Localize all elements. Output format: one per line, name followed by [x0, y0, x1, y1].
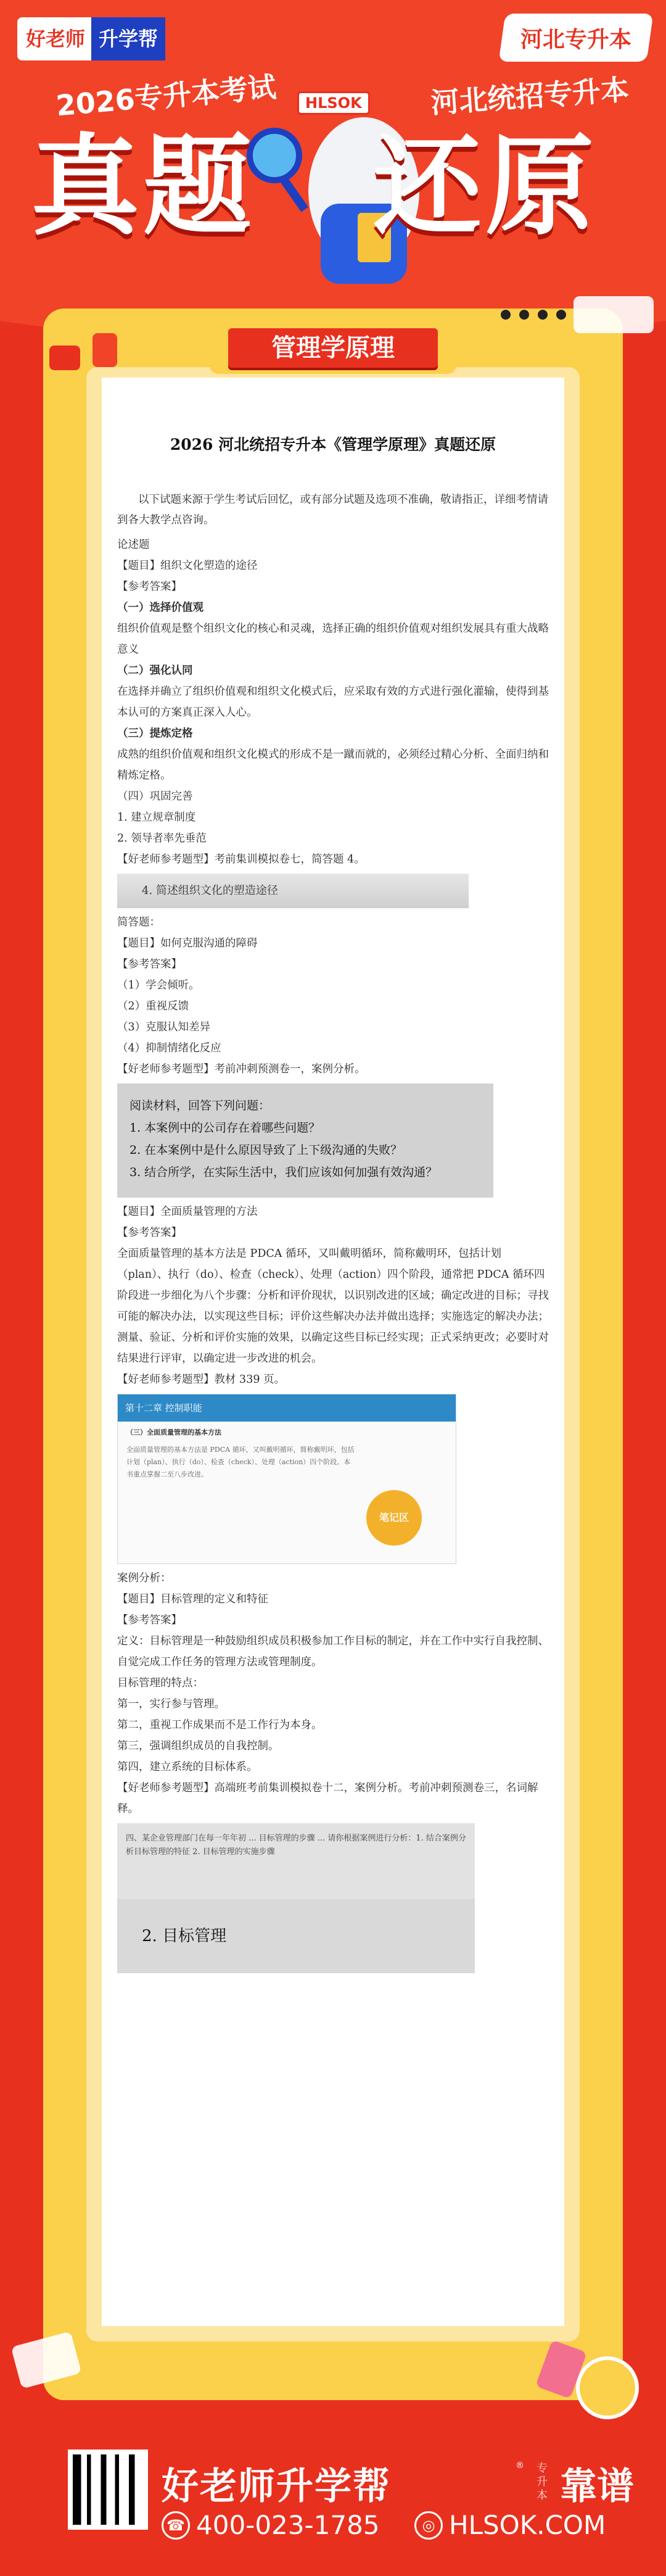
snap3-badge: 笔记区 [366, 1490, 422, 1546]
subject-banner: 管理学原理 [228, 328, 438, 368]
footer-website[interactable] [414, 2510, 606, 2540]
document-line: 【题目】如何克服沟通的障碍 [117, 937, 258, 950]
snap2-q3: 3. 结合所学，在实际生活中，我们应该如何加强有效沟通？ [130, 1166, 438, 1179]
headline-right: 还原 [373, 123, 598, 250]
snap2-lead: 阅读材料，回答下列问题： [130, 1099, 271, 1112]
document-line: 【题目】组织文化塑造的途径 [117, 560, 258, 572]
document-lines [117, 534, 549, 1973]
document-line: 【好老师参考题型】教材 339 页。 [117, 1373, 286, 1386]
document-line: （二）强化认同 [117, 665, 193, 677]
document-line: （2）重视反馈 [117, 1000, 189, 1013]
logo-part1: 好老师 [17, 17, 91, 60]
document-line: （四）巩固完善 [117, 790, 193, 803]
textbook-snapshot [117, 1394, 456, 1564]
document-line: 【参考答案】 [117, 1614, 182, 1626]
exam-type: 河北统招专升本 [429, 72, 630, 120]
document-line: 2. 领导者率先垂范 [117, 832, 207, 845]
document-line: 案例分析： [117, 1572, 171, 1584]
snap2-q1: 1. 本案例中的公司存在着哪些问题？ [130, 1121, 321, 1135]
snap3-text: 全面质量管理的基本方法是 PDCA 循环，又叫戴明循环，简称戴明环，包括计划（plan）、执行（do）、检查（check）、处理（action）四个阶段。本书重点掌握二至八步改进。 [126, 1446, 355, 1478]
registered-mark: ® [516, 2461, 524, 2470]
document-body [117, 376, 549, 1977]
document-line: （三）提炼定格 [117, 727, 193, 740]
headline-left: 真题 [31, 123, 256, 250]
document-line: （3）克服认知差异 [117, 1021, 211, 1033]
document-line: 【题目】全面质量管理的方法 [117, 1206, 258, 1218]
document-line: 【好老师参考题型】考前集训模拟卷七，简答题 4。 [117, 853, 365, 866]
document-line: 【参考答案】 [117, 1227, 182, 1239]
question-snapshot-2 [117, 1083, 493, 1198]
document-line: （4）抑制情绪化反应 [117, 1042, 221, 1054]
snap4-bottom: 2. 目标管理 [117, 1899, 475, 1973]
document-line: 成熟的组织价值观和组织文化模式的形成不是一蹴而就的，必须经过精心分析、全面归纳和精炼定格。 [117, 748, 549, 782]
document-title: 2026 河北统招专升本《管理学原理》真题还原 [170, 436, 496, 453]
document-line: 第一，实行参与管理。 [117, 1698, 225, 1710]
document-line: 组织价值观是整个组织文化的核心和灵魂，选择正确的组织价值观对组织发展具有重大战略意义 [117, 623, 549, 656]
document-line: 第三，强调组织成员的自我控制。 [117, 1740, 279, 1752]
logo-part2: 升学帮 [91, 17, 165, 60]
region-label: 河北专升本 [520, 27, 631, 52]
document-line: 【题目】目标管理的定义和特征 [117, 1593, 268, 1605]
document-line: 1. 建立规章制度 [117, 811, 196, 824]
document-line: 【好老师参考题型】高端班考前集训模拟卷十二，案例分析。考前冲刺预测卷三，名词解释。 [117, 1782, 538, 1815]
snap4-text: 四、某企业管理部门在每一年年初 ... 目标管理的步骤 ... 请你根据案例进行分析：1. 结合案例分析目标管理的特征 2. 目标管理的实施步骤 [126, 1834, 466, 1857]
document-line: 简答题： [117, 916, 160, 929]
mascot-badge: HLSOK [297, 91, 370, 115]
document-intro: 以下试题来源于学生考试后回忆，或有部分试题及选项不准确，敬请指正，详细考情请到各大教学点咨询。 [117, 494, 548, 526]
document-line: （1）学会倾听。 [117, 979, 200, 992]
snap2-q2: 2. 在本案例中是什么原因导致了上下级沟通的失败？ [130, 1143, 403, 1157]
document-line: 【好老师参考题型】考前冲刺预测卷一，案例分析。 [117, 1063, 366, 1075]
footer-slogan: 靠谱 [560, 2465, 634, 2508]
brand-logo[interactable] [17, 17, 205, 60]
footer-tagline: 专升本 [536, 2462, 548, 2502]
question-snapshot-1: 4. 简述组织文化的塑造途径 [117, 874, 469, 908]
region-badge [499, 14, 654, 62]
snap3-header: 第十二章 控制职能 [118, 1394, 456, 1422]
website-url: HLSOK.COM [449, 2510, 606, 2540]
exam-year: 2026专升本考试 [54, 70, 278, 123]
snap3-heading: （三）全面质量管理的基本方法 [126, 1428, 221, 1436]
globe-icon: ◎ [414, 2511, 443, 2540]
document-line: 【参考答案】 [117, 958, 182, 971]
phone-number: 400-023-1785 [196, 2510, 380, 2540]
footer-phone[interactable] [162, 2510, 380, 2540]
footer-brand: 好老师升学帮 [162, 2465, 391, 2508]
document-line: 论述题 [117, 539, 150, 551]
document-line: （一）选择价值观 [117, 602, 204, 614]
qr-code[interactable] [68, 2450, 148, 2530]
document-line: 第四，建立系统的目标体系。 [117, 1761, 258, 1773]
document-line: 定义：目标管理是一种鼓励组织成员积极参加工作目标的制定，并在工作中实行自我控制、自觉完成工作任务的管理方法或管理制度。 [117, 1635, 549, 1668]
document-line: 【参考答案】 [117, 581, 182, 593]
question-snapshot-4 [117, 1823, 475, 1973]
document-line: 全面质量管理的基本方法是 PDCA 循环，又叫戴明循环，简称戴明环，包括计划（plan）、执行（do）、检查（check）、处理（action）四个阶段，通常把 PDCA 循环四阶段进一步细化为八个步骤：分析和评价现状，以识别改进的区域；确定改进的目标；寻找可能的解决办法，以实现这些目标；评价这些解决办法并做出选择；实施选定的解决办法；测量、验证、分析和评价实施的效果，以确定这些目标已经实现；正式采纳更改；必要时对结果进行评审，以确定进一步改进的机会。 [117, 1248, 549, 1365]
document-line: 在选择并确立了组织价值观和组织文化模式后，应采取有效的方式进行强化灌输，使得到基本认可的方案真正深入人心。 [117, 685, 549, 719]
phone-icon: ☎ [162, 2511, 190, 2540]
document-line: 第二，重视工作成果而不是工作行为本身。 [117, 1719, 323, 1731]
document-line: 目标管理的特点： [117, 1677, 204, 1689]
